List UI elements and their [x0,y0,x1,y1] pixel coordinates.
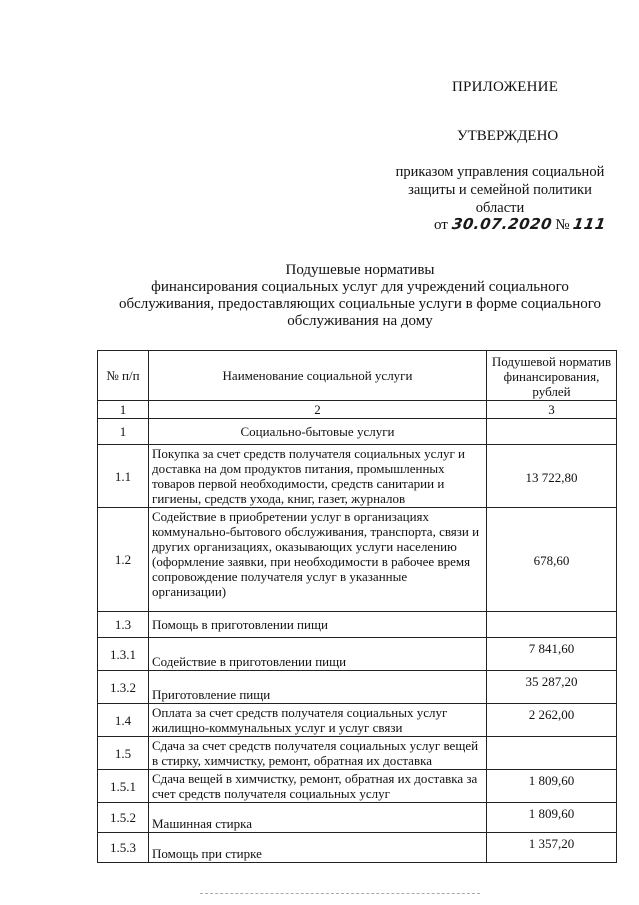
services-table [97,350,617,863]
row-number: 1.3.1 [98,638,149,671]
scan-artifact-line [200,893,480,894]
row-rate: 35 287,20 [487,671,617,704]
row-name: Социально-бытовые услуги [149,419,487,445]
table-row [98,803,617,833]
table-row [98,770,617,803]
table-row [98,638,617,671]
row-name: Покупка за счет средств получателя социальных услуг и доставка на дом продуктов питания, промышленных товаров первой необходимости, средств санитарии и гигиены, средств ухода, книг, газет, журналов [149,445,487,508]
handwritten-date: 30.07.2020 [450,215,553,233]
column-number: 1 [98,401,149,419]
row-number: 1.3.2 [98,671,149,704]
row-rate: 7 841,60 [487,638,617,671]
row-rate: 1 809,60 [487,803,617,833]
row-number: 1.5.1 [98,770,149,803]
row-rate: 13 722,80 [487,445,617,508]
header-number: № п/п [98,351,149,401]
row-name: Сдача вещей в химчистку, ремонт, обратная их доставка за счет средств получателя социальных услуг [149,770,487,803]
table-row [98,737,617,770]
title-line: обслуживания, предоставляющих социальные услуги в форме социального [118,296,602,312]
row-name: Приготовление пищи [149,671,487,704]
order-reference [380,163,620,217]
row-number: 1 [98,419,149,445]
row-name: Помощь при стирке [149,833,487,863]
appendix-label: ПРИЛОЖЕНИЕ [452,79,559,95]
row-name: Оплата за счет средств получателя социальных услуг жилищно-коммунальных услуг и услуг связи [149,704,487,737]
row-name: Содействие в приобретении услуг в организациях коммунально-бытового обслуживания, транспорта, связи и других организациях, оказывающих услуги населению (оформление заявки, при необходимости в рабочее время сопровождение получателя услуг в указанные организации) [149,508,487,612]
table-row [98,612,617,638]
row-rate: 1 357,20 [487,833,617,863]
order-line: области [475,200,525,216]
title-line: обслуживания на дому [287,313,433,329]
table-row [98,704,617,737]
table-row [98,671,617,704]
row-rate: 678,60 [487,508,617,612]
number-sign: № [555,217,570,233]
title-line: финансирования социальных услуг для учреждений социального [151,279,569,295]
title-line: Подушевые нормативы [285,262,435,278]
row-name: Помощь в приготовлении пищи [149,612,487,638]
row-name: Машинная стирка [149,803,487,833]
approved-label: УТВЕРЖДЕНО [457,128,559,144]
row-rate [487,737,617,770]
row-rate [487,419,617,445]
table-row [98,508,617,612]
table-row [98,833,617,863]
date-prefix: от [434,217,448,233]
document-title [100,262,620,330]
column-number: 3 [487,401,617,419]
order-line: приказом управления социальной [395,164,605,180]
column-number: 2 [149,401,487,419]
row-number: 1.4 [98,704,149,737]
order-date-number [434,216,606,234]
row-name: Сдача за счет средств получателя социальных услуг вещей в стирку, химчистку, ремонт, обратная их доставка [149,737,487,770]
table-row [98,445,617,508]
column-number-row [98,401,617,419]
row-number: 1.5.2 [98,803,149,833]
row-name: Содействие в приготовлении пищи [149,638,487,671]
row-number: 1.5.3 [98,833,149,863]
table-header-row [98,351,617,401]
row-rate: 2 262,00 [487,704,617,737]
handwritten-number: 111 [572,215,608,233]
header-name: Наименование социальной услуги [149,351,487,401]
row-rate: 1 809,60 [487,770,617,803]
row-number: 1.2 [98,508,149,612]
header-rate: Подушевой норматив финансирования, рублей [487,351,617,401]
table-row [98,419,617,445]
row-number: 1.1 [98,445,149,508]
row-number: 1.5 [98,737,149,770]
order-line: защиты и семейной политики [408,182,592,198]
row-rate [487,612,617,638]
row-number: 1.3 [98,612,149,638]
